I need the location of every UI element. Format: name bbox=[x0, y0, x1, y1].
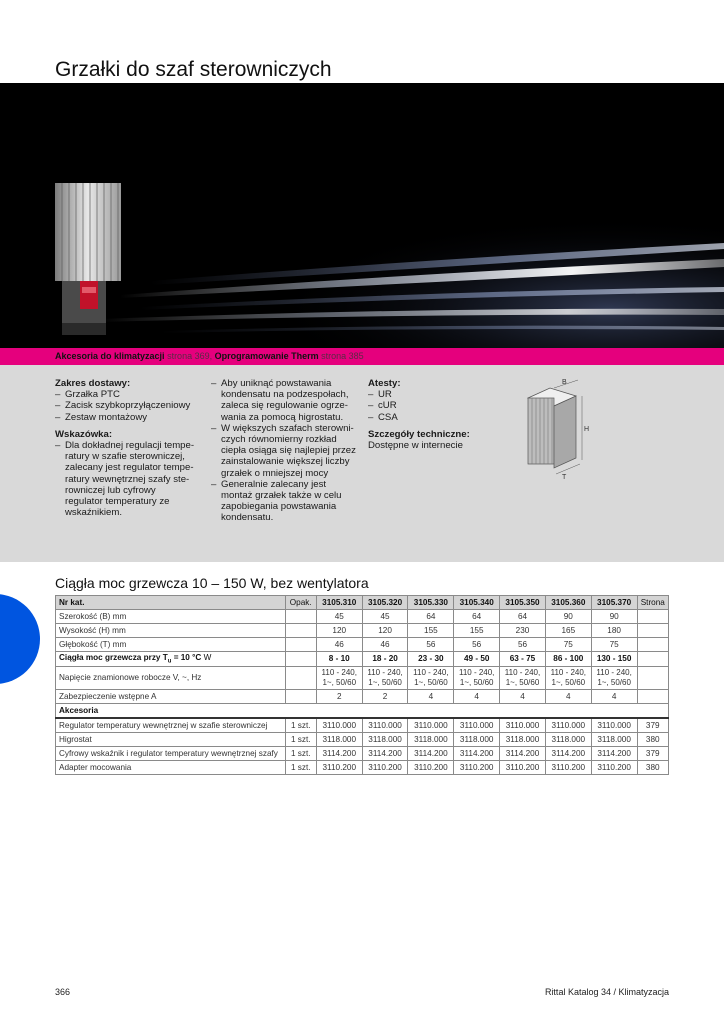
table-row bbox=[56, 624, 669, 638]
list-item: – Zacisk szybkoprzyłączeniowy bbox=[55, 400, 195, 411]
accessories-page-ref: strona 369, bbox=[164, 351, 213, 361]
table-row bbox=[56, 638, 669, 652]
cell: 110 - 240, 1~, 50/60 bbox=[316, 666, 362, 689]
cell: 86 - 100 bbox=[545, 652, 591, 667]
product-code[interactable]: 3105.340 bbox=[454, 596, 500, 610]
cell: 3110.200 bbox=[408, 760, 454, 774]
cell: 4 bbox=[408, 689, 454, 703]
cell: 2 bbox=[362, 689, 408, 703]
list-item: – Generalnie zalecany jest montaż grzałek także w celu zapobiegania powstawania kondensatu. bbox=[211, 479, 356, 524]
catalog-footer: Rittal Katalog 34 / Klimatyzacja bbox=[544, 987, 669, 997]
section-title: Ciągła moc grzewcza 10 – 150 W, bez wentylatora bbox=[55, 575, 369, 591]
product-code[interactable]: 3105.350 bbox=[500, 596, 546, 610]
cell: 46 bbox=[316, 638, 362, 652]
cell: 3110.200 bbox=[362, 760, 408, 774]
accessory-links-bar bbox=[0, 348, 724, 365]
table-row bbox=[56, 732, 669, 746]
cell: 155 bbox=[454, 624, 500, 638]
cell: 8 - 10 bbox=[316, 652, 362, 667]
page-number: 366 bbox=[55, 987, 71, 997]
cell: 63 - 75 bbox=[500, 652, 546, 667]
delivery-heading: Zakres dostawy: bbox=[55, 378, 131, 389]
cell: 90 bbox=[591, 610, 637, 624]
cell: 3118.000 bbox=[500, 732, 546, 746]
height-label: H bbox=[584, 426, 590, 433]
row-label: Wysokość (H) mm bbox=[56, 624, 286, 638]
list-item: – cUR bbox=[368, 400, 493, 411]
cell: 49 - 50 bbox=[454, 652, 500, 667]
cell: 4 bbox=[454, 689, 500, 703]
cell: 3110.200 bbox=[316, 760, 362, 774]
cell: 110 - 240, 1~, 50/60 bbox=[362, 666, 408, 689]
pack-cell: 1 szt. bbox=[285, 746, 316, 760]
cell: 56 bbox=[408, 638, 454, 652]
cell: 56 bbox=[454, 638, 500, 652]
info-column-hints bbox=[211, 378, 356, 524]
product-code[interactable]: 3105.370 bbox=[591, 596, 637, 610]
info-column-approvals bbox=[368, 378, 493, 451]
cell: 4 bbox=[591, 689, 637, 703]
cell: 3114.200 bbox=[408, 746, 454, 760]
cell: 18 - 20 bbox=[362, 652, 408, 667]
cell: 64 bbox=[500, 610, 546, 624]
cell: 165 bbox=[545, 624, 591, 638]
cell: 45 bbox=[316, 610, 362, 624]
cell: 3118.000 bbox=[362, 732, 408, 746]
cell: 46 bbox=[362, 638, 408, 652]
list-item: – Zestaw montażowy bbox=[55, 412, 195, 423]
depth-label: T bbox=[562, 474, 567, 481]
therm-software-link[interactable]: Oprogramowanie Therm bbox=[214, 351, 319, 361]
cell: 110 - 240, 1~, 50/60 bbox=[545, 666, 591, 689]
pack-cell: 1 szt. bbox=[285, 718, 316, 733]
cell: 4 bbox=[545, 689, 591, 703]
list-item: – CSA bbox=[368, 412, 493, 423]
cell: 155 bbox=[408, 624, 454, 638]
cell: 230 bbox=[500, 624, 546, 638]
table-row bbox=[56, 760, 669, 774]
technical-details-heading: Szczegóły techniczne: bbox=[368, 428, 470, 440]
list-item: – Dla dokładnej regulacji tempe-ratury w szafie sterowniczej, zalecany jest regulator tempe-ratury wewnętrznej szafy ste-rowniczej lub cyfrowy regulator temperatury ze wskaźnikiem. bbox=[55, 440, 195, 518]
width-label: B bbox=[562, 379, 567, 386]
page-ref-cell[interactable]: 379 bbox=[637, 718, 668, 733]
cell: 3118.000 bbox=[408, 732, 454, 746]
product-spec-table bbox=[55, 595, 669, 775]
cell: 64 bbox=[408, 610, 454, 624]
cell: 3114.200 bbox=[454, 746, 500, 760]
hint-list-continued bbox=[211, 378, 356, 524]
list-item: – UR bbox=[368, 389, 493, 400]
cell: 3110.000 bbox=[545, 718, 591, 733]
cell: 3118.000 bbox=[591, 732, 637, 746]
cell: 3114.200 bbox=[362, 746, 408, 760]
table-row bbox=[56, 746, 669, 760]
approvals-heading: Atesty: bbox=[368, 378, 401, 389]
row-label: Szerokość (B) mm bbox=[56, 610, 286, 624]
accessories-link[interactable]: Akcesoria do klimatyzacji bbox=[55, 351, 165, 361]
cell: 110 - 240, 1~, 50/60 bbox=[408, 666, 454, 689]
pack-cell: 1 szt. bbox=[285, 732, 316, 746]
cell: 3110.000 bbox=[362, 718, 408, 733]
fuse-row bbox=[56, 689, 669, 703]
cell: 2 bbox=[316, 689, 362, 703]
cell: 110 - 240, 1~, 50/60 bbox=[500, 666, 546, 689]
list-item: – Aby uniknąć powstawania kondensatu na podzespołach, zaleca się regulowanie ogrze-wania za pomocą higrostatu. bbox=[211, 378, 356, 423]
cell: 56 bbox=[500, 638, 546, 652]
cell: 3114.200 bbox=[545, 746, 591, 760]
accessory-label: Regulator temperatury wewnętrznej w szafie sterowniczej bbox=[56, 718, 286, 733]
heating-power-row bbox=[56, 652, 669, 667]
list-item: – W większych szafach sterowni-czych równomierny rozkład ciepła osiąga się najlepiej przez zainstalowanie większej liczby grzałek o mniejszej mocy bbox=[211, 423, 356, 479]
cell: 90 bbox=[545, 610, 591, 624]
table-row bbox=[56, 610, 669, 624]
cell: 45 bbox=[362, 610, 408, 624]
page-ref-cell[interactable]: 379 bbox=[637, 746, 668, 760]
product-code[interactable]: 3105.360 bbox=[545, 596, 591, 610]
row-label: Głębokość (T) mm bbox=[56, 638, 286, 652]
delivery-list bbox=[55, 389, 195, 423]
accessory-label: Higrostat bbox=[56, 732, 286, 746]
pack-cell: 1 szt. bbox=[285, 760, 316, 774]
row-label: Ciągła moc grzewcza przy $T_u = 10$ °C W bbox=[56, 652, 286, 667]
cell: 23 - 30 bbox=[408, 652, 454, 667]
cell: 110 - 240, 1~, 50/60 bbox=[591, 666, 637, 689]
list-item: – Grzałka PTC bbox=[55, 389, 195, 400]
cell: 3110.000 bbox=[500, 718, 546, 733]
cell: 3110.200 bbox=[454, 760, 500, 774]
cell: 120 bbox=[362, 624, 408, 638]
page-title: Grzałki do szaf sterowniczych bbox=[55, 58, 332, 82]
cell: 120 bbox=[316, 624, 362, 638]
row-label: Napięcie znamionowe robocze V, ~, Hz bbox=[56, 666, 286, 689]
cell: 3114.200 bbox=[591, 746, 637, 760]
section-marker-dot bbox=[0, 594, 40, 684]
cell: 75 bbox=[545, 638, 591, 652]
page-ref-cell[interactable]: 380 bbox=[637, 760, 668, 774]
info-column-delivery bbox=[55, 378, 195, 518]
cell: 3110.200 bbox=[545, 760, 591, 774]
page-header: Strona bbox=[637, 596, 668, 610]
cell: 3118.000 bbox=[454, 732, 500, 746]
cell: 3110.200 bbox=[500, 760, 546, 774]
cell: 64 bbox=[454, 610, 500, 624]
product-code[interactable]: 3105.310 bbox=[316, 596, 362, 610]
pack-header: Opak. bbox=[285, 596, 316, 610]
cell: 3110.000 bbox=[591, 718, 637, 733]
therm-page-ref: strona 385 bbox=[318, 351, 364, 361]
table-row bbox=[56, 718, 669, 733]
accessory-label: Cyfrowy wskaźnik i regulator temperatury wewnętrznej szafy bbox=[56, 746, 286, 760]
approvals-list bbox=[368, 389, 493, 423]
cell: 110 - 240, 1~, 50/60 bbox=[454, 666, 500, 689]
hint-list bbox=[55, 440, 195, 518]
cell: 3110.000 bbox=[316, 718, 362, 733]
accessories-heading: Akcesoria bbox=[56, 703, 669, 718]
voltage-row bbox=[56, 666, 669, 689]
hero-product-image bbox=[0, 83, 724, 348]
product-code[interactable]: 3105.320 bbox=[362, 596, 408, 610]
cell: 3110.000 bbox=[454, 718, 500, 733]
cell: 75 bbox=[591, 638, 637, 652]
dimension-diagram bbox=[510, 376, 600, 486]
cell: 130 - 150 bbox=[591, 652, 637, 667]
page-ref-cell[interactable]: 380 bbox=[637, 732, 668, 746]
table-header-row bbox=[56, 596, 669, 610]
accessories-section-row bbox=[56, 703, 669, 718]
cell: 3110.000 bbox=[408, 718, 454, 733]
product-code[interactable]: 3105.330 bbox=[408, 596, 454, 610]
cell: 3118.000 bbox=[545, 732, 591, 746]
cell: 4 bbox=[500, 689, 546, 703]
cell: 180 bbox=[591, 624, 637, 638]
cell: 3114.200 bbox=[500, 746, 546, 760]
technical-details-text: Dostępne w internecie bbox=[368, 440, 463, 452]
row-label: Zabezpieczenie wstępne A bbox=[56, 689, 286, 703]
accessory-label: Adapter mocowania bbox=[56, 760, 286, 774]
cell: 3110.200 bbox=[591, 760, 637, 774]
hint-heading: Wskazówka: bbox=[55, 428, 113, 440]
cell: 3114.200 bbox=[316, 746, 362, 760]
catalog-number-header: Nr kat. bbox=[56, 596, 286, 610]
cell: 3118.000 bbox=[316, 732, 362, 746]
